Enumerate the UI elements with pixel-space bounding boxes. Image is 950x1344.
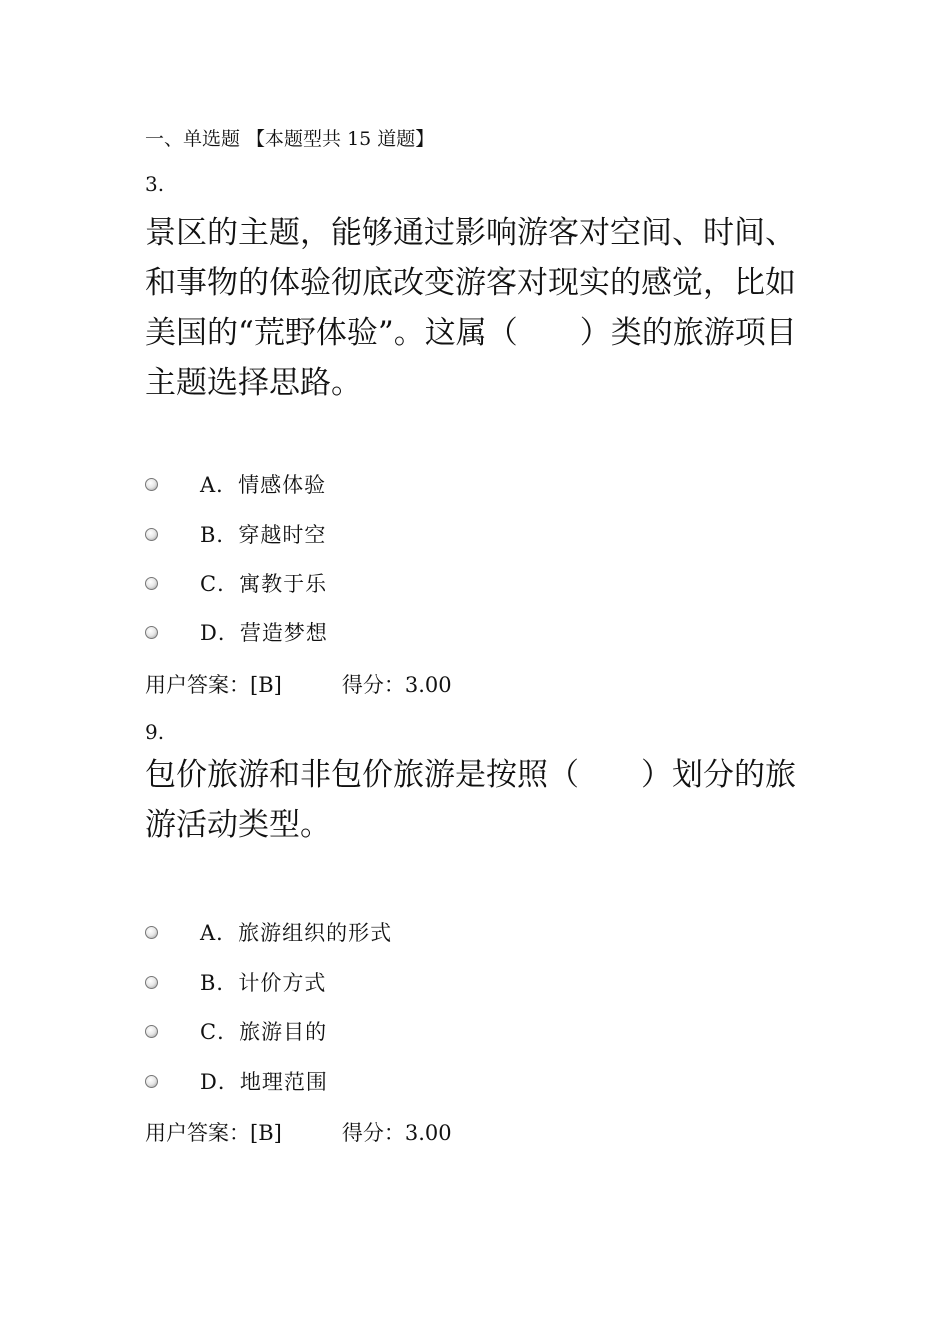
option-label: B．计价方式 [200,971,327,995]
option-label: A．情感体验 [200,473,327,497]
score: 得分：3.00 [341,673,452,697]
radio-button-icon[interactable] [145,926,158,939]
user-answer: 用户答案：[B] [145,1121,282,1145]
score: 得分：3.00 [341,1121,452,1145]
option-label: C．旅游目的 [200,1020,328,1044]
radio-button-icon[interactable] [145,1075,158,1088]
question-text: 包价旅游和非包价旅游是按照（ ）划分的旅游活动类型。 [145,757,796,843]
option-d[interactable] [145,1066,328,1096]
option-b[interactable] [145,967,326,997]
radio-button-icon[interactable] [145,976,158,989]
option-b[interactable] [145,519,326,549]
radio-button-icon[interactable] [145,478,158,491]
option-label: D．地理范围 [200,1070,328,1094]
question-number: 9. [145,720,165,744]
option-label: C．寓教于乐 [200,572,328,596]
radio-button-icon[interactable] [145,626,158,639]
question-text: 景区的主题，能够通过影响游客对空间、时间、和事物的体验彻底改变游客对现实的感觉，比如美国的“荒野体验”。这属（ ）类的旅游项目主题选择思路。 [145,215,797,401]
section-header: 一、单选题 【本题型共 15 道题】 [145,128,435,150]
option-label: D．营造梦想 [200,621,328,645]
radio-button-icon[interactable] [145,528,158,541]
answer-line [145,669,452,699]
question-number: 3. [145,172,165,196]
option-c[interactable] [145,568,327,598]
option-label: B．穿越时空 [200,523,327,547]
radio-button-icon[interactable] [145,1025,158,1038]
option-a[interactable] [145,917,392,947]
option-a[interactable] [145,469,326,499]
option-c[interactable] [145,1016,327,1046]
radio-button-icon[interactable] [145,577,158,590]
option-d[interactable] [145,617,328,647]
answer-line [145,1117,452,1147]
option-label: A．旅游组织的形式 [200,921,393,945]
user-answer: 用户答案：[B] [145,673,282,697]
